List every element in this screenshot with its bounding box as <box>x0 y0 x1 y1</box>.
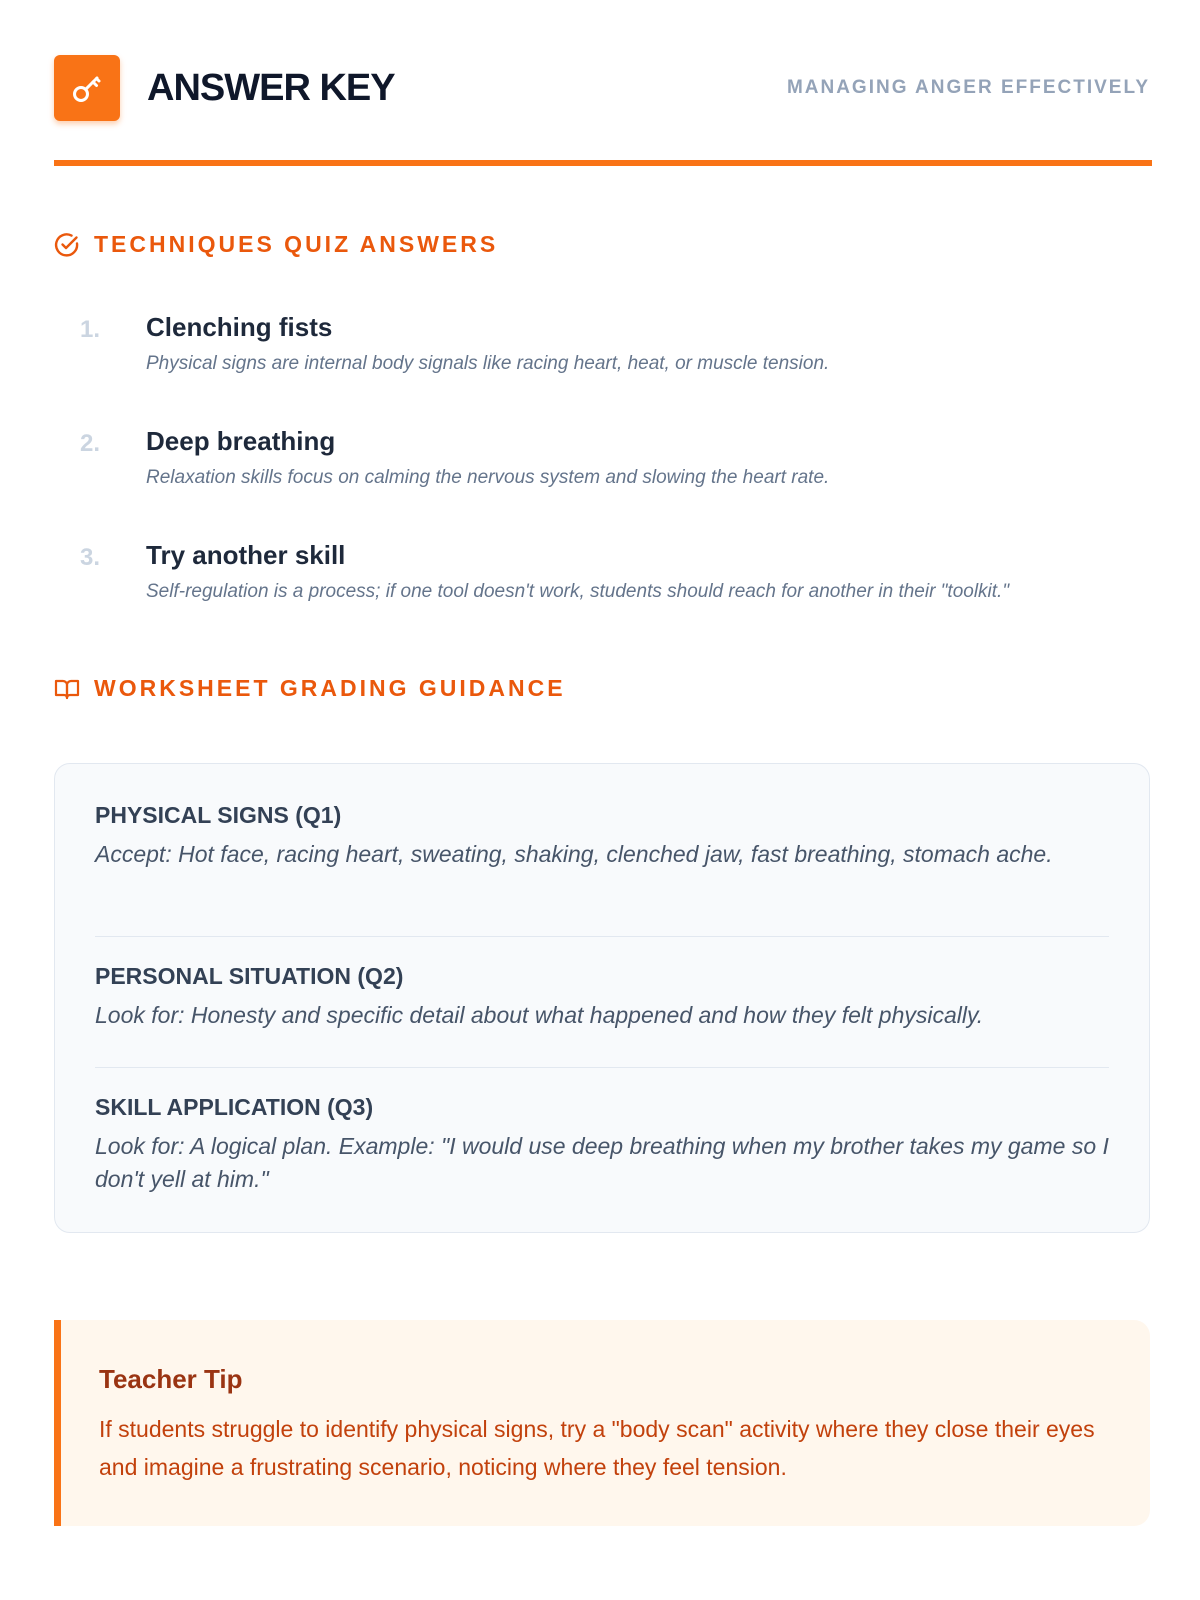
teacher-tip-callout <box>54 1320 1150 1526</box>
open-book-icon <box>54 676 80 702</box>
quiz-number: 1. <box>80 316 101 343</box>
guidance-text: Look for: Honesty and specific detail about what happened and how they felt physically. <box>95 1002 984 1028</box>
quiz-answer: Clenching fists <box>146 312 333 342</box>
quiz-section-heading <box>54 231 498 258</box>
quiz-item <box>80 424 1140 538</box>
quiz-item <box>80 538 1140 652</box>
page-title: ANSWER KEY <box>147 66 395 109</box>
header <box>54 54 1152 122</box>
check-circle-icon <box>54 232 80 258</box>
guidance-block <box>95 800 1109 937</box>
guidance-title: SKILL APPLICATION (Q3) <box>95 1094 374 1120</box>
logo-badge <box>54 55 120 121</box>
grading-section-heading <box>54 675 566 702</box>
header-divider <box>54 160 1152 166</box>
guidance-block <box>95 937 1109 1068</box>
grading-section-title: WORKSHEET GRADING GUIDANCE <box>94 675 566 701</box>
quiz-answer: Try another skill <box>146 540 346 570</box>
quiz-answer-list <box>80 310 1140 652</box>
quiz-explanation: Self-regulation is a process; if one tool doesn't work, students should reach for another in their "toolkit." <box>146 581 1010 602</box>
quiz-section-title: TECHNIQUES QUIZ ANSWERS <box>94 231 499 257</box>
teacher-tip-title: Teacher Tip <box>99 1364 243 1394</box>
quiz-number: 2. <box>80 430 101 457</box>
guidance-title: PHYSICAL SIGNS (Q1) <box>95 802 342 828</box>
quiz-answer: Deep breathing <box>146 426 336 456</box>
guidance-block <box>95 1068 1109 1196</box>
key-icon <box>69 70 105 106</box>
grading-guidance-card <box>54 763 1150 1233</box>
quiz-explanation: Physical signs are internal body signals like racing heart, heat, or muscle tension. <box>146 353 830 374</box>
answer-key-page <box>54 54 1152 1480</box>
guidance-title: PERSONAL SITUATION (Q2) <box>95 963 404 989</box>
quiz-explanation: Relaxation skills focus on calming the nervous system and slowing the heart rate. <box>146 467 830 488</box>
guidance-text: Accept: Hot face, racing heart, sweating, shaking, clenched jaw, fast breathing, stomach ache. <box>95 841 1053 867</box>
page-subtitle: MANAGING ANGER EFFECTIVELY <box>786 77 1150 98</box>
quiz-item <box>80 310 1140 424</box>
guidance-text: Look for: A logical plan. Example: "I would use deep breathing when my brother takes my game so I don't yell at him." <box>95 1133 1109 1192</box>
quiz-number: 3. <box>80 544 101 571</box>
teacher-tip-text: If students struggle to identify physical signs, try a "body scan" activity where they close their eyes and imagine a frustrating scenario, noticing where they feel tension. <box>99 1416 1095 1480</box>
